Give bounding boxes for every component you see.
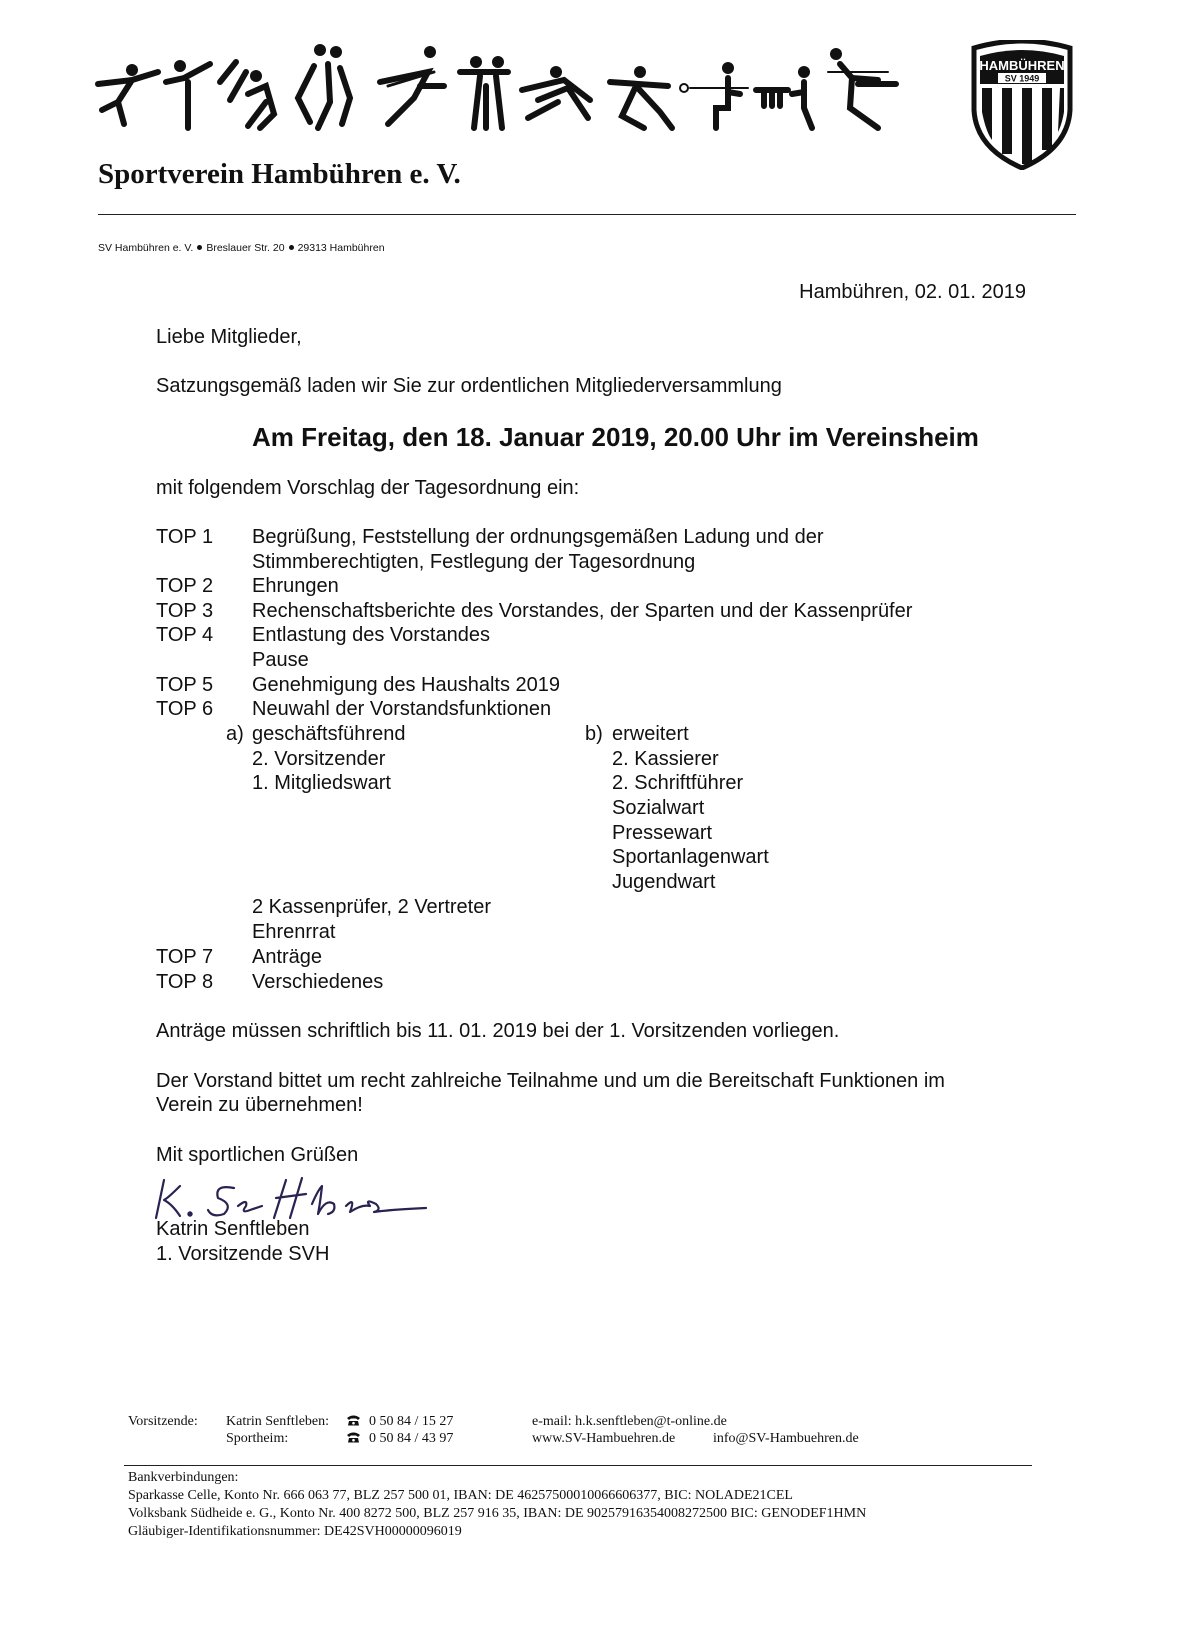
invitation-line: Satzungsgemäß laden wir Sie zur ordentlichen Mitgliederversammlung — [156, 375, 782, 397]
agenda-item-text: Neuwahl der Vorstandsfunktionen — [252, 698, 552, 720]
agenda-item-text: Entlastung des Vorstandes — [252, 624, 490, 646]
salutation: Liebe Mitglieder, — [156, 326, 302, 348]
agenda-item-text: Rechenschaftsberichte des Vorstandes, der Sparten und der Kassenprüfer — [252, 600, 913, 622]
crest-year-text: SV 1949 — [1004, 73, 1040, 84]
agenda-item-label: TOP 7 — [156, 946, 214, 968]
chair-phone-number: 0 50 84 / 15 27 — [369, 1414, 454, 1429]
election-group-b-item: 2. Schriftführer — [612, 772, 744, 794]
agenda-item-text: Stimmberechtigten, Festlegung der Tagesordnung — [252, 551, 696, 573]
sender-address — [98, 242, 385, 254]
election-group-a-item: 1. Mitgliedswart — [252, 772, 391, 794]
sender-name: SV Hambühren e. V. — [98, 242, 194, 254]
bullet-icon — [197, 245, 202, 250]
election-extra-item: Ehrenrrat — [252, 921, 336, 943]
club-crest-logo — [968, 40, 1076, 170]
footer-clubhouse-label: Sportheim: — [226, 1431, 289, 1446]
agenda-item-label: TOP 8 — [156, 971, 214, 993]
footer-website-link[interactable]: www.SV-Hambuehren.de — [532, 1431, 676, 1446]
agenda-break-text: Pause — [252, 649, 309, 671]
election-group-a-title: geschäftsführend — [252, 723, 406, 745]
meeting-date-heading: Am Freitag, den 18. Januar 2019, 20.00 Uhr im Vereinsheim — [252, 422, 979, 452]
crest-name-text: HAMBÜHREN — [979, 58, 1065, 73]
agenda-item-label: TOP 2 — [156, 575, 214, 597]
board-request-line: Der Vorstand bittet um recht zahlreiche Teilnahme und um die Bereitschaft Funktionen im — [156, 1070, 945, 1092]
closing-greeting: Mit sportlichen Grüßen — [156, 1144, 359, 1166]
footer-chair-label: Vorsitzende: — [128, 1414, 198, 1429]
sender-street: Breslauer Str. 20 — [206, 242, 285, 254]
letter-date: Hambühren, 02. 01. 2019 — [799, 281, 1026, 303]
election-group-b-marker: b) — [585, 723, 603, 745]
election-group-b-item: Sozialwart — [612, 797, 705, 819]
bank-heading: Bankverbindungen: — [128, 1470, 239, 1485]
footer-divider — [124, 1465, 1032, 1466]
agenda-intro: mit folgendem Vorschlag der Tagesordnung ein: — [156, 477, 580, 499]
agenda-item-text: Begrüßung, Feststellung der ordnungsgemäßen Ladung und der — [252, 526, 824, 548]
board-request — [156, 1069, 945, 1117]
footer-email[interactable]: e-mail: h.k.senftleben@t-online.de — [532, 1414, 727, 1429]
footer-chair-name: Katrin Senftleben: — [226, 1414, 330, 1429]
agenda-item-label: TOP 1 — [156, 526, 214, 548]
election-group-b-item: 2. Kassierer — [612, 748, 719, 770]
agenda-item-label: TOP 3 — [156, 600, 214, 622]
election-group-b-item: Jugendwart — [612, 871, 716, 893]
bank-account-line: Sparkasse Celle, Konto Nr. 666 063 77, BLZ 257 500 01, IBAN: DE 46257500010066606377, BIC: NOLADE21CEL — [128, 1488, 793, 1503]
election-extra-item: 2 Kassenprüfer, 2 Vertreter — [252, 896, 492, 918]
footer-club-email-link[interactable]: info@SV-Hambuehren.de — [713, 1431, 859, 1446]
election-group-a-item: 2. Vorsitzender — [252, 748, 386, 770]
bank-account-line: Volksbank Südheide e. G., Konto Nr. 400 8272 500, BLZ 257 916 35, IBAN: DE 90257916354008272500 BIC: GENODEF1HMN — [128, 1506, 867, 1521]
signer-role: 1. Vorsitzende SVH — [156, 1243, 330, 1265]
sport-pictograms-banner — [88, 42, 938, 152]
election-group-a-marker: a) — [226, 723, 244, 745]
agenda-item-label: TOP 6 — [156, 698, 214, 720]
bullet-icon — [289, 245, 294, 250]
agenda-item-label: TOP 4 — [156, 624, 214, 646]
footer-clubhouse-phone — [346, 1430, 453, 1447]
agenda-item-text: Verschiedenes — [252, 971, 384, 993]
telephone-icon — [346, 1414, 361, 1426]
agenda-item-text: Genehmigung des Haushalts 2019 — [252, 674, 560, 696]
agenda-item-text: Ehrungen — [252, 575, 339, 597]
proposals-deadline: Anträge müssen schriftlich bis 11. 01. 2019 bei der 1. Vorsitzenden vorliegen. — [156, 1020, 840, 1042]
signer-name: Katrin Senftleben — [156, 1218, 310, 1240]
club-name: Sportverein Hambühren e. V. — [98, 158, 461, 190]
sender-city: 29313 Hambühren — [297, 242, 385, 254]
header-divider — [98, 214, 1076, 215]
creditor-id: Gläubiger-Identifikationsnummer: DE42SVH00000096019 — [128, 1524, 462, 1539]
agenda-item-text: Anträge — [252, 946, 323, 968]
board-request-line: Verein zu übernehmen! — [156, 1094, 363, 1116]
election-group-b-item: Pressewart — [612, 822, 713, 844]
election-group-b-title: erweitert — [612, 723, 689, 745]
footer-chair-phone — [346, 1413, 453, 1430]
handwritten-signature — [150, 1168, 430, 1224]
telephone-icon — [346, 1431, 361, 1443]
agenda-item-label: TOP 5 — [156, 674, 214, 696]
election-group-b-item: Sportanlagenwart — [612, 846, 769, 868]
clubhouse-phone-number: 0 50 84 / 43 97 — [369, 1431, 454, 1446]
